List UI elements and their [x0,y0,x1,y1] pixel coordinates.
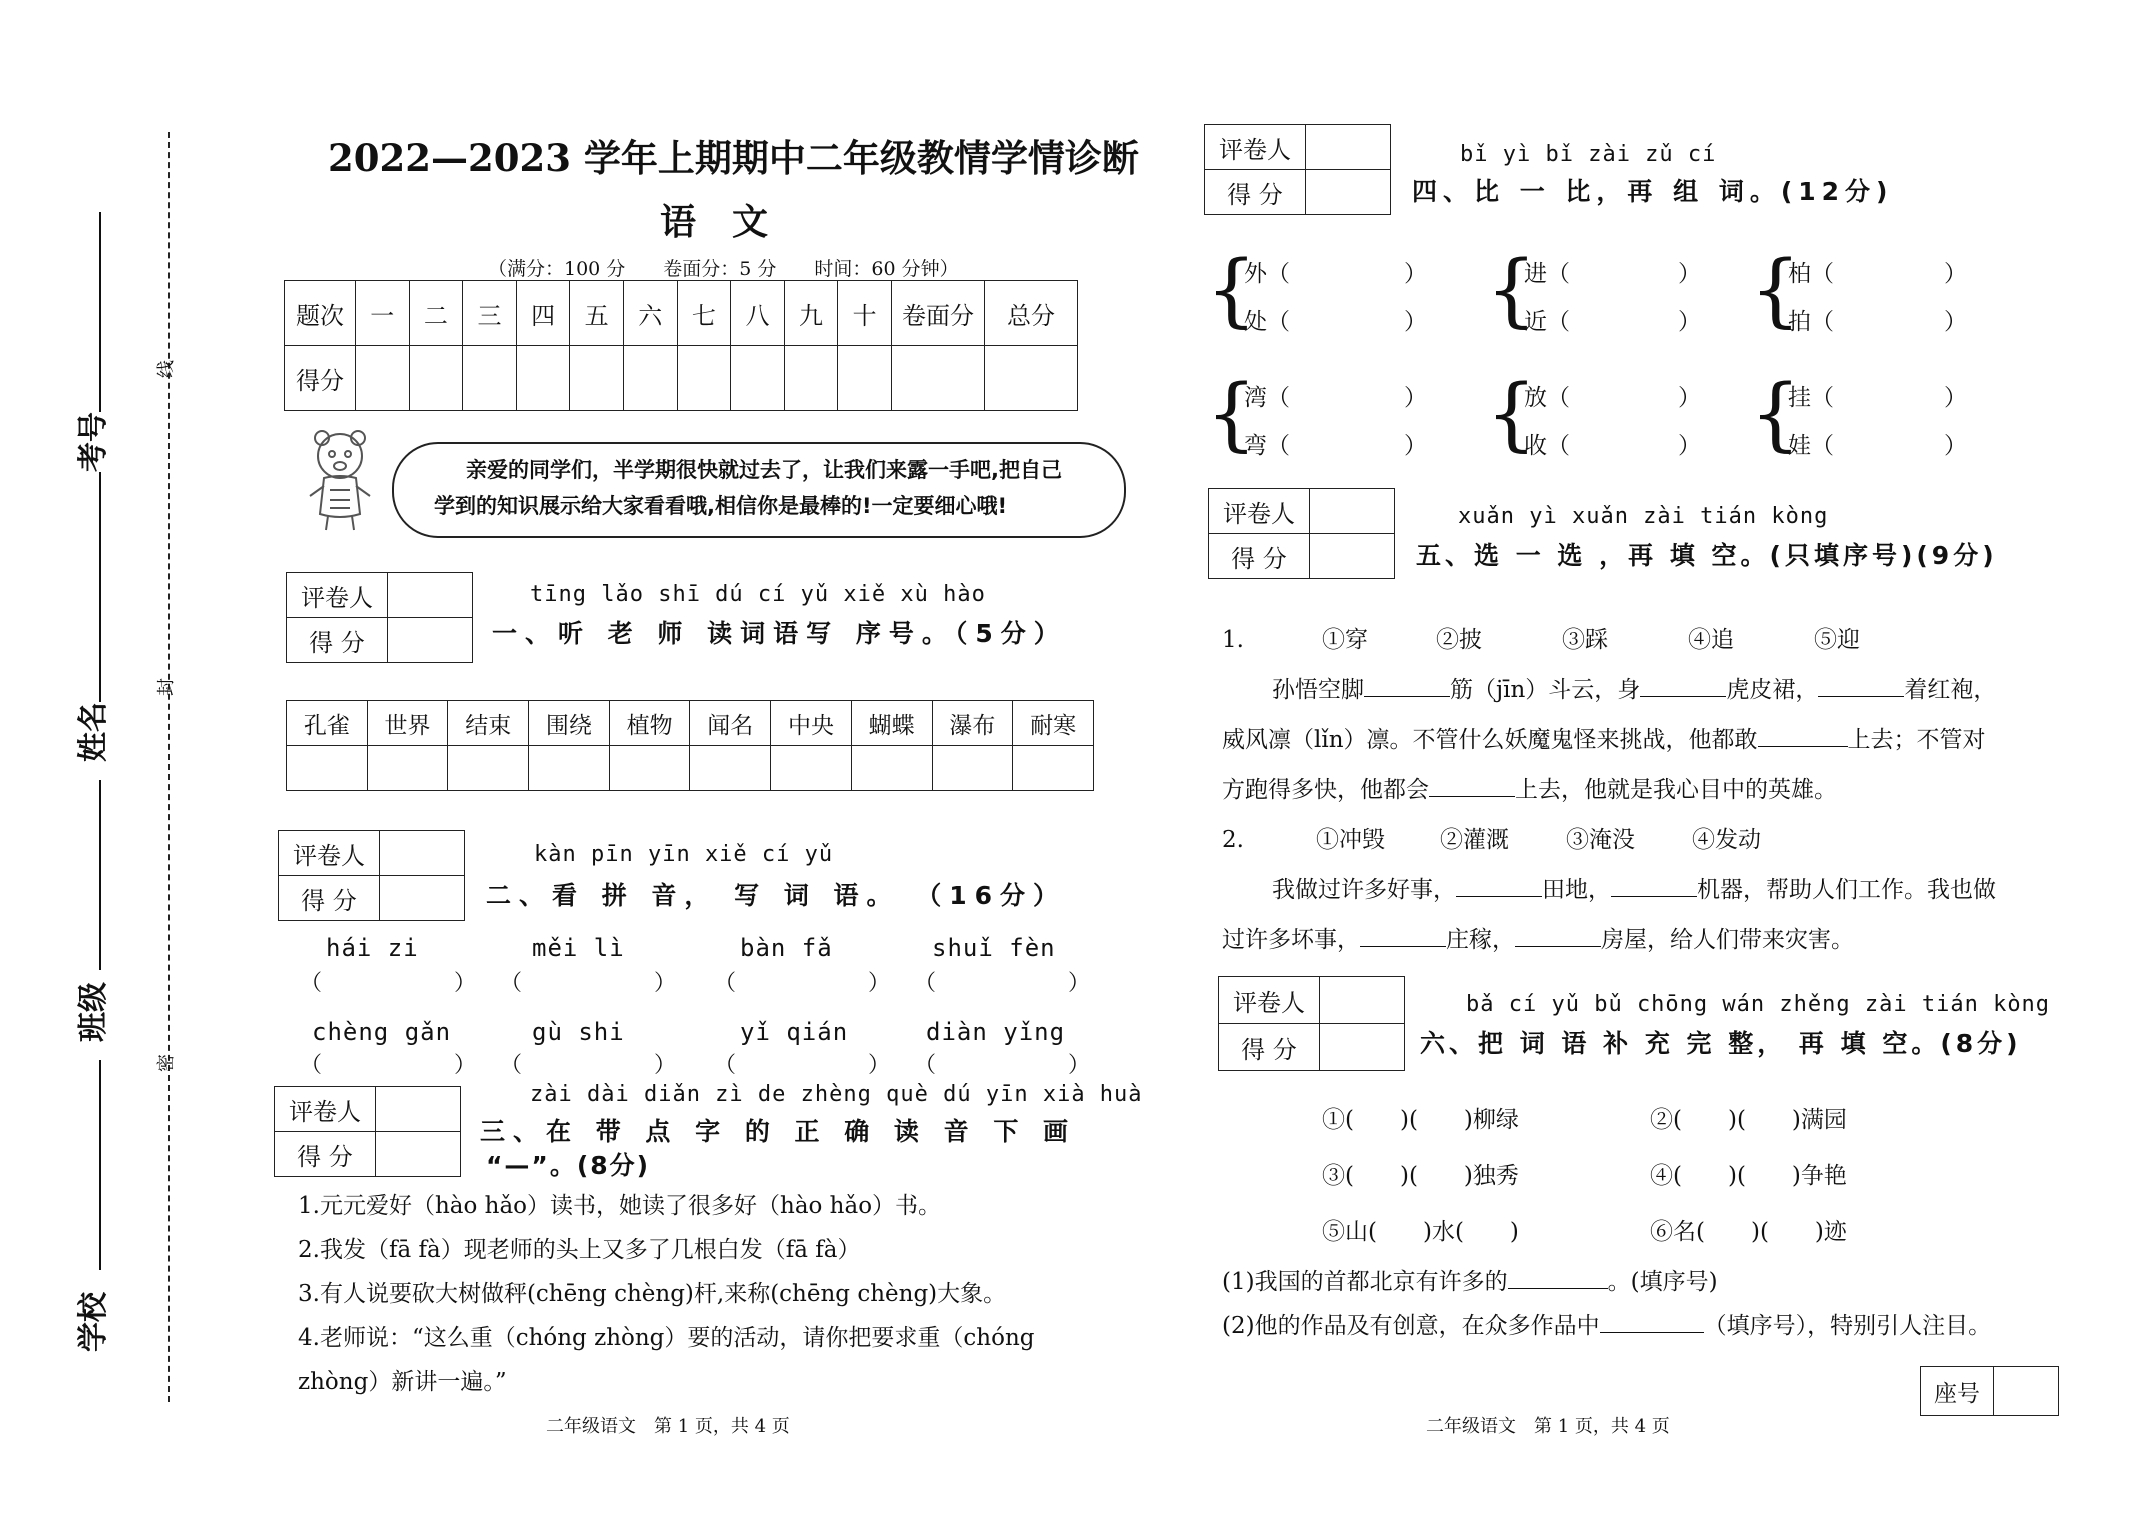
s2-pinyin: kàn pīn yīn xiě cí yǔ [534,842,834,867]
cut-mark-seal: 封 [156,678,177,696]
s4-char: 进（ [1524,261,1570,287]
s4-char: 收（ [1524,433,1570,459]
s5-blank[interactable] [1364,696,1450,697]
s1-answer-cell[interactable] [367,746,448,791]
score-table [284,280,1078,411]
s6-blank[interactable] [1600,1332,1704,1333]
s6-title: 六、把 词 语 补 充 完 整， 再 填 空。(8分) [1420,1029,2022,1058]
grader-cell[interactable] [1310,489,1395,534]
score-header-cell: 七 [677,281,731,346]
s5-blank[interactable] [1758,746,1848,747]
grader-label: 评卷人 [1219,977,1320,1024]
grader-label: 得 分 [279,876,380,921]
s5-text: 过许多坏事， [1222,927,1360,953]
field-label-class: 班级 [76,982,111,1042]
field-label-exam-no: 考号 [76,412,111,472]
intro-line-1: 亲爱的同学们，半学期很快就过去了，让我们来露一手吧,把自己 [466,458,1062,482]
s2-answer-paren[interactable]: （ ） [914,1053,1091,1078]
score-cell[interactable] [731,346,785,411]
score-header-cell: 二 [409,281,463,346]
grader-box-s4 [1204,124,1391,215]
s3-pinyin: zài dài diǎn zì de zhèng què dú yīn xià huà [530,1082,1143,1107]
grader-label: 得 分 [1205,170,1306,215]
s6-idiom[interactable]: ⑥名( )( )迹 [1650,1219,1847,1245]
seat-label: 座号 [1921,1367,1994,1416]
grader-cell[interactable] [380,876,465,921]
s3-title: 三、在 带 点 字 的 正 确 读 音 下 画 [480,1117,1077,1146]
score-header-cell: 八 [731,281,785,346]
s4-close[interactable]: ） [1404,433,1427,459]
s5-pinyin: xuǎn yì xuǎn zài tián kòng [1458,504,1829,529]
s1-answer-cell[interactable] [287,746,368,791]
score-header-cell: 五 [570,281,624,346]
s4-brace: { [1206,367,1257,460]
s4-char: 放（ [1524,385,1570,411]
s5-text: 方跑得多快，他都会 [1222,777,1429,803]
score-header-cell: 卷面分 [892,281,985,346]
score-header-cell: 四 [516,281,570,346]
s4-char: 柏（ [1788,261,1834,287]
s5-text: 着红袍， [1904,677,1997,703]
score-header-cell: 十 [838,281,892,346]
score-cell[interactable] [677,346,731,411]
s1-word: 孔雀 [287,701,368,746]
s5-q2-option: ③淹没 [1566,827,1635,853]
s1-word: 植物 [609,701,690,746]
score-header-cell: 六 [623,281,677,346]
score-header-cell: 九 [784,281,838,346]
grader-label: 评卷人 [275,1087,376,1132]
s2-answer-paren[interactable]: （ ） [500,1053,677,1078]
s1-answer-cell[interactable] [609,746,690,791]
grader-cell[interactable] [1320,977,1405,1024]
score-cell[interactable] [516,346,570,411]
s2-answer-paren[interactable]: （ ） [500,971,677,996]
s5-text: 上去；不管对 [1847,727,1986,753]
score-row-label: 得分 [285,346,356,411]
s2-answer-paren[interactable]: （ ） [914,971,1091,996]
s5-q1-option: ④追 [1688,627,1734,653]
score-header-cell: 一 [356,281,410,346]
s6-text: 。(填序号) [1607,1269,1718,1295]
s6-idiom[interactable]: ②( )( )满园 [1650,1107,1847,1133]
s2-pinyin-item: měi lì [532,934,625,962]
s5-text: 田地， [1542,877,1611,903]
grader-label: 评卷人 [1205,125,1306,170]
s4-title: 四、比 一 比，再 组 词。(12分) [1412,177,1894,206]
s3-item: 4.老师说：“这么重（chóng zhòng）要的活动，请你把要求重（chóng [298,1325,1035,1351]
s4-char: 挂（ [1788,385,1834,411]
s6-text: (1)我国的首都北京有许多的 [1222,1269,1508,1295]
s5-q2-line1 [1272,866,1996,914]
s1-answer-cell[interactable] [690,746,771,791]
cut-mark-line: 线 [156,360,177,378]
s4-char: 外（ [1244,261,1290,287]
grader-box-s1 [286,572,473,663]
grader-cell[interactable] [1310,534,1395,579]
s5-text: 我做过许多好事， [1272,877,1456,903]
s2-pinyin-item: hái zi [326,934,419,962]
s5-text: 上去，他就是我心目中的英雄。 [1515,777,1837,803]
s2-answer-paren[interactable]: （ ） [300,971,477,996]
s4-brace: { [1486,243,1537,336]
s6-idiom[interactable]: ③( )( )独秀 [1322,1163,1519,1189]
s5-q1-line1 [1272,666,1996,714]
s4-char: 近（ [1524,309,1570,335]
s1-word: 闻名 [690,701,771,746]
s5-text: 虎皮裙， [1726,677,1819,703]
field-line-exam-no[interactable] [99,212,101,412]
score-cell[interactable] [838,346,892,411]
s4-close[interactable]: ） [1944,385,1967,411]
s4-close[interactable]: ） [1404,385,1427,411]
s2-pinyin-item: yǐ qián [740,1018,849,1046]
s1-answer-cell[interactable] [771,746,852,791]
intro-line-2: 学到的知识展示给大家看看哦,相信你是最棒的!一定要细心哦! [434,494,1008,518]
exam-title: 2022—2023 学年上期期中二年级教情学情诊断 [328,136,1139,180]
score-header-cell: 总分 [985,281,1078,346]
s1-word: 中央 [771,701,852,746]
field-line-name[interactable] [99,472,101,702]
s5-q1-option: ②披 [1436,627,1482,653]
s3-title-2: “—”。(8分) [486,1151,651,1180]
s1-answer-cell[interactable] [851,746,932,791]
s2-answer-paren[interactable]: （ ） [714,1053,891,1078]
s5-blank[interactable] [1360,946,1446,947]
s4-brace: { [1750,367,1801,460]
s4-close[interactable]: ） [1678,433,1701,459]
s4-brace: { [1486,367,1537,460]
s2-pinyin-item: shuǐ fèn [932,934,1056,962]
s6-text: （填序号），特别引人注目。 [1703,1313,1992,1339]
s6-q2 [1222,1302,1991,1350]
field-line-class[interactable] [99,780,101,970]
s5-blank[interactable] [1456,896,1542,897]
seat-cell[interactable] [1994,1367,2059,1416]
s4-close[interactable]: ） [1678,261,1701,287]
s2-pinyin-item: bàn fǎ [740,934,833,962]
grader-cell[interactable] [376,1087,461,1132]
s5-q2-number: 2. [1222,827,1244,853]
s4-char: 拍（ [1788,309,1834,335]
binding-dashed-line [168,132,170,1402]
s3-item: zhòng）新讲一遍。” [298,1369,507,1395]
s2-pinyin-item: gù shi [532,1018,625,1046]
s3-item: 3.有人说要砍大树做秤(chēng chèng)杆,来称(chēng chèng)大象。 [298,1281,1007,1307]
s1-word: 蝴蝶 [851,701,932,746]
exam-subject: 语 文 [660,201,769,243]
s4-close[interactable]: ） [1678,309,1701,335]
grader-cell[interactable] [376,1132,461,1177]
s3-item: 1.元元爱好（hào hǎo）读书，她读了很多好（hào hǎo）书。 [298,1193,942,1219]
s5-q1-option: ①穿 [1322,627,1368,653]
s1-word-table [286,700,1094,791]
s4-char: 处（ [1244,309,1290,335]
s5-text: 机器，帮助人们工作。我也做 [1697,877,1996,903]
grader-cell[interactable] [1320,1024,1405,1071]
s6-idiom[interactable]: ⑤山( )水( ) [1322,1219,1519,1245]
s5-text: 孙悟空脚 [1272,677,1364,703]
s2-pinyin-item: chèng gǎn [312,1018,452,1046]
grader-label: 得 分 [287,618,388,663]
grader-label: 评卷人 [1209,489,1310,534]
s1-word: 世界 [367,701,448,746]
s5-blank[interactable] [1515,946,1601,947]
s4-char: 弯（ [1244,433,1290,459]
field-line-school[interactable] [99,1060,101,1270]
score-cell[interactable] [570,346,624,411]
grader-cell[interactable] [388,618,473,663]
score-cell[interactable] [892,346,985,411]
s5-q2-option: ②灌溉 [1440,827,1509,853]
s1-answer-cell[interactable] [932,746,1013,791]
grader-box-s6 [1218,976,1405,1071]
s1-answer-cell[interactable] [448,746,529,791]
s6-idiom[interactable]: ①( )( )柳绿 [1322,1107,1519,1133]
grader-cell[interactable] [1306,170,1391,215]
score-header-cell: 题次 [285,281,356,346]
score-cell[interactable] [356,346,410,411]
s1-answer-cell[interactable] [529,746,610,791]
s4-close[interactable]: ） [1404,261,1427,287]
s1-answer-cell[interactable] [1013,746,1094,791]
field-label-school: 学校 [76,1292,111,1352]
tiger-mascot-icon [300,426,380,534]
seat-box [1920,1366,2059,1416]
grader-label: 得 分 [275,1132,376,1177]
s5-q2-option: ④发动 [1692,827,1761,853]
s3-item: 2.我发（fā fà）现老师的头上又多了几根白发（fā fà） [298,1237,861,1263]
s5-blank[interactable] [1818,696,1904,697]
s5-title: 五、选 一 选 ，再 填 空。(只填序号)(9分) [1416,541,1998,570]
grader-box-s5 [1208,488,1395,579]
s1-word: 结束 [448,701,529,746]
grader-label: 得 分 [1209,534,1310,579]
s5-q1-option: ⑤迎 [1814,627,1860,653]
s5-blank[interactable] [1611,896,1697,897]
s1-word: 围绕 [529,701,610,746]
s1-word: 耐寒 [1013,701,1094,746]
s5-q1-option: ③踩 [1562,627,1608,653]
s6-q1 [1222,1258,1718,1306]
score-cell[interactable] [409,346,463,411]
exam-meta: （满分：100 分 卷面分：5 分 时间：60 分钟） [488,258,959,280]
s6-pinyin: bǎ cí yǔ bǔ chōng wán zhěng zài tián kòng [1466,992,2051,1017]
grader-label: 得 分 [1219,1024,1320,1071]
s5-text: 威风凛（lǐn）凛。不管什么妖魔鬼怪来挑战，他都敢 [1222,727,1758,753]
s1-title: 一、听 老 师 读词语写 序号。（5分） [492,619,1067,648]
score-cell[interactable] [463,346,517,411]
grader-box-s3 [274,1086,461,1177]
s5-text: 房屋，给人们带来灾害。 [1601,927,1854,953]
s2-answer-paren[interactable]: （ ） [300,1053,477,1078]
grader-label: 评卷人 [279,831,380,876]
s1-pinyin: tīng lǎo shī dú cí yǔ xiě xù hào [530,582,986,607]
s5-blank[interactable] [1640,696,1726,697]
s5-text: 筋（jīn）斗云，身 [1450,677,1641,703]
s4-close[interactable]: ） [1944,309,1967,335]
field-label-name: 姓名 [76,702,111,762]
s5-q1-line3 [1222,766,1837,814]
s6-text: (2)他的作品及有创意，在众多作品中 [1222,1313,1600,1339]
s5-text: 庄稼， [1446,927,1515,953]
grader-cell[interactable] [388,573,473,618]
grader-box-s2 [278,830,465,921]
s4-close[interactable]: ） [1404,309,1427,335]
s4-close[interactable]: ） [1944,261,1967,287]
s4-brace: { [1206,243,1257,336]
s4-close[interactable]: ） [1678,385,1701,411]
s4-brace: { [1750,243,1801,336]
s4-char: 娃（ [1788,433,1834,459]
s2-pinyin-item: diàn yǐng [926,1018,1066,1046]
footer-right: 二年级语文 第 1 页，共 4 页 [1426,1416,1670,1437]
s5-q1-line2 [1222,716,1986,764]
s5-q1-number: 1. [1222,627,1244,653]
footer-left: 二年级语文 第 1 页，共 4 页 [546,1416,790,1437]
s4-close[interactable]: ） [1944,433,1967,459]
score-header-cell: 三 [463,281,517,346]
grader-cell[interactable] [380,831,465,876]
s6-idiom[interactable]: ④( )( )争艳 [1650,1163,1847,1189]
s4-pinyin: bǐ yì bǐ zài zǔ cí [1460,142,1717,167]
s5-q2-line2 [1222,916,1854,964]
grader-cell[interactable] [1306,125,1391,170]
grader-label: 评卷人 [287,573,388,618]
score-cell[interactable] [623,346,677,411]
s2-answer-paren[interactable]: （ ） [714,971,891,996]
cut-mark-close: 密 [156,1054,177,1072]
score-cell[interactable] [784,346,838,411]
s5-q2-option: ①冲毁 [1316,827,1385,853]
s2-title: 二、看 拼 音， 写 词 语。 （16分） [486,881,1067,910]
score-cell[interactable] [985,346,1078,411]
s4-char: 湾（ [1244,385,1290,411]
s6-blank[interactable] [1508,1288,1608,1289]
s5-blank[interactable] [1429,796,1515,797]
s1-word: 瀑布 [932,701,1013,746]
